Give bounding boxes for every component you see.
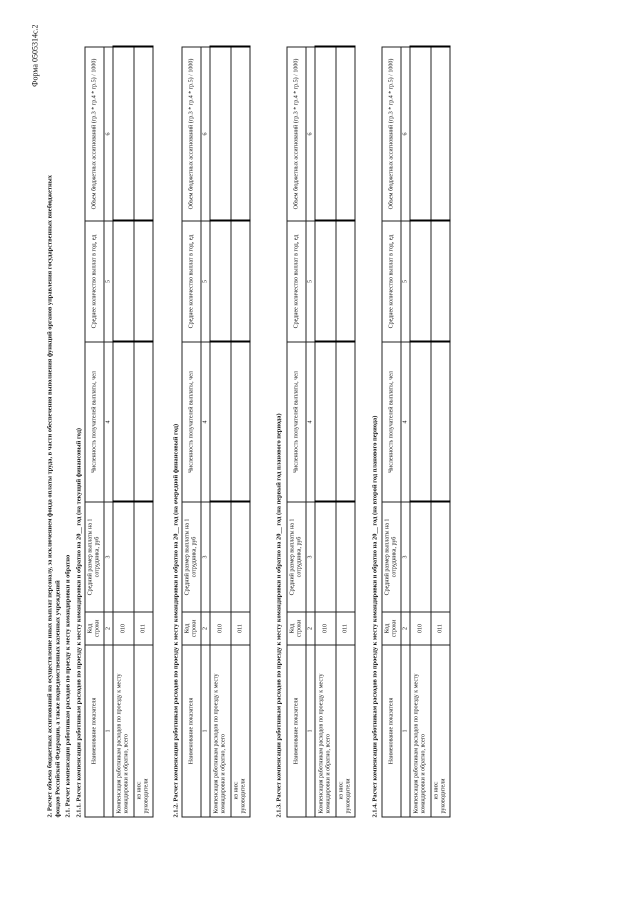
- row-code: 011: [134, 612, 153, 645]
- column-number-row: [401, 47, 410, 817]
- col-header-volume: Объем бюджетных ассигнований (гр.3 * гр.4 * гр.5) / 1000): [287, 47, 306, 221]
- table-header-row: [182, 47, 201, 817]
- col-number: 1: [201, 645, 210, 817]
- table-row: [134, 47, 153, 817]
- col-header-avg-amount: Средний размер выплаты на 1 сотрудника, руб: [85, 502, 104, 612]
- col-number: 6: [306, 47, 315, 221]
- table-row: [210, 47, 231, 817]
- col-number: 5: [201, 221, 210, 342]
- col-number: 6: [401, 47, 410, 221]
- col-header-name: Наименование показателя: [382, 645, 401, 817]
- row-code: 011: [231, 612, 250, 645]
- col-header-name: Наименование показателя: [287, 645, 306, 817]
- input-cell[interactable]: [231, 342, 250, 502]
- col-header-volume: Объем бюджетных ассигнований (гр.3 * гр.4 * гр.5) / 1000): [182, 47, 201, 221]
- col-number: 6: [104, 47, 113, 221]
- col-number: 5: [401, 221, 410, 342]
- col-header-volume: Объем бюджетных ассигнований (гр.3 * гр.4 * гр.5) / 1000): [85, 47, 104, 221]
- calc-table: [286, 46, 355, 818]
- input-cell[interactable]: [231, 221, 250, 342]
- table-header-row: [85, 47, 104, 817]
- row-name: Компенсация работникам расходов по проезду к месту командировки и обратно, всего: [113, 645, 134, 817]
- row-name: [336, 645, 355, 817]
- input-cell[interactable]: [431, 221, 450, 342]
- input-cell[interactable]: [113, 47, 134, 221]
- input-cell[interactable]: [315, 342, 336, 502]
- col-header-headcount: Численность получателей выплаты, чел: [382, 342, 401, 502]
- col-number: 3: [306, 502, 315, 612]
- input-cell[interactable]: [315, 47, 336, 221]
- row-code: 010: [410, 612, 431, 645]
- table-header-row: [287, 47, 306, 817]
- input-cell[interactable]: [336, 221, 355, 342]
- column-number-row: [104, 47, 113, 817]
- col-number: 4: [201, 342, 210, 502]
- col-number: 5: [306, 221, 315, 342]
- input-cell[interactable]: [431, 47, 450, 221]
- table-row: [231, 47, 250, 817]
- col-header-headcount: Численность получателей выплаты, чел: [182, 342, 201, 502]
- col-header-headcount: Численность получателей выплаты, чел: [287, 342, 306, 502]
- input-cell[interactable]: [210, 47, 231, 221]
- input-cell[interactable]: [231, 47, 250, 221]
- input-cell[interactable]: [336, 47, 355, 221]
- row-name: Компенсация работникам расходов по проезду к месту командировки и обратно, всего: [210, 645, 231, 817]
- calc-table: [84, 46, 153, 818]
- input-cell[interactable]: [210, 342, 231, 502]
- table-row: [431, 47, 450, 817]
- calc-table: [181, 46, 250, 818]
- table-header-row: [382, 47, 401, 817]
- col-number: 4: [306, 342, 315, 502]
- col-number: 3: [401, 502, 410, 612]
- row-subhead: из них:: [136, 780, 142, 799]
- input-cell[interactable]: [134, 342, 153, 502]
- col-header-name: Наименование показателя: [85, 645, 104, 817]
- col-header-name: Наименование показателя: [182, 645, 201, 817]
- col-header-code: Код строки: [287, 612, 306, 645]
- input-cell[interactable]: [410, 502, 431, 612]
- row-name: [231, 645, 250, 817]
- row-subhead: из них:: [338, 780, 344, 799]
- col-number: 4: [104, 342, 113, 502]
- form-code: Форма 0505314с.2: [30, 24, 39, 87]
- table-row: [113, 47, 134, 817]
- input-cell[interactable]: [210, 221, 231, 342]
- row-code: 011: [431, 612, 450, 645]
- col-header-code: Код строки: [182, 612, 201, 645]
- row-name: Компенсация работникам расходов по проезду к месту командировки и обратно, всего: [410, 645, 431, 817]
- input-cell[interactable]: [431, 342, 450, 502]
- input-cell[interactable]: [231, 502, 250, 612]
- col-header-avg-qty: Среднее количество выплат в год, ед: [287, 221, 306, 342]
- input-cell[interactable]: [315, 221, 336, 342]
- row-code: 010: [113, 612, 134, 645]
- input-cell[interactable]: [410, 221, 431, 342]
- input-cell[interactable]: [431, 502, 450, 612]
- col-header-headcount: Численность получателей выплаты, чел: [85, 342, 104, 502]
- col-number: 5: [104, 221, 113, 342]
- subsection-title: 2.1.1. Расчет компенсации работникам расходов по проезду к месту командировки и обратно на 20__ год (на текущий финансовый год): [75, 427, 82, 817]
- row-name-text: руководители: [240, 778, 246, 813]
- col-number: 2: [306, 612, 315, 645]
- table-row: [410, 47, 431, 817]
- input-cell[interactable]: [134, 221, 153, 342]
- col-header-avg-qty: Среднее количество выплат в год, ед: [85, 221, 104, 342]
- table-row: [336, 47, 355, 817]
- row-name-text: руководители: [440, 778, 446, 813]
- section-heading-line3: 2.1. Расчет компенсации работникам расходов по проезду к месту командировки и обратно: [64, 554, 71, 817]
- input-cell[interactable]: [315, 502, 336, 612]
- col-number: 6: [201, 47, 210, 221]
- col-header-volume: Объем бюджетных ассигнований (гр.3 * гр.4 * гр.5) / 1000): [382, 47, 401, 221]
- col-header-code: Код строки: [85, 612, 104, 645]
- input-cell[interactable]: [113, 342, 134, 502]
- col-number: 4: [401, 342, 410, 502]
- col-header-code: Код строки: [382, 612, 401, 645]
- col-header-avg-qty: Среднее количество выплат в год, ед: [182, 221, 201, 342]
- section-heading-line2: фондов Российской Федерации, а также подведомственных казенных учреждений: [54, 579, 61, 817]
- input-cell[interactable]: [113, 502, 134, 612]
- section-heading-line1: 2. Расчет объема бюджетных ассигнований на осуществление иных выплат персоналу, за исключением фонда оплаты труда, в части обеспечения выполнения функций органов управления государственных внебюджетных: [46, 174, 53, 817]
- input-cell[interactable]: [336, 342, 355, 502]
- col-number: 2: [201, 612, 210, 645]
- input-cell[interactable]: [336, 502, 355, 612]
- col-header-avg-qty: Среднее количество выплат в год, ед: [382, 221, 401, 342]
- subsection-title: 2.1.3. Расчет компенсации работникам расходов по проезду к месту командировки и обратно на 20__ год (на первый год планового периода): [275, 412, 282, 817]
- row-code: 010: [315, 612, 336, 645]
- row-name: [134, 645, 153, 817]
- row-name-text: руководители: [345, 778, 351, 813]
- calc-table: [381, 46, 450, 818]
- input-cell[interactable]: [113, 221, 134, 342]
- row-name: Компенсация работникам расходов по проезду к месту командировки и обратно, всего: [315, 645, 336, 817]
- col-header-avg-amount: Средний размер выплаты на 1 сотрудника, руб: [382, 502, 401, 612]
- row-code: 010: [210, 612, 231, 645]
- row-code: 011: [336, 612, 355, 645]
- col-number: 1: [306, 645, 315, 817]
- row-name: [431, 645, 450, 817]
- row-name-text: руководители: [143, 778, 149, 813]
- column-number-row: [306, 47, 315, 817]
- row-subhead: из них:: [433, 780, 439, 799]
- col-number: 3: [201, 502, 210, 612]
- subsection-title: 2.1.2. Расчет компенсации работникам расходов по проезду к месту командировки и обратно на 20__ год (на очередной финансовый год): [172, 423, 179, 817]
- input-cell[interactable]: [134, 502, 153, 612]
- column-number-row: [201, 47, 210, 817]
- input-cell[interactable]: [410, 47, 431, 221]
- col-number: 3: [104, 502, 113, 612]
- input-cell[interactable]: [410, 342, 431, 502]
- col-header-avg-amount: Средний размер выплаты на 1 сотрудника, руб: [182, 502, 201, 612]
- col-number: 2: [104, 612, 113, 645]
- row-subhead: из них:: [233, 780, 239, 799]
- col-header-avg-amount: Средний размер выплаты на 1 сотрудника, руб: [287, 502, 306, 612]
- col-number: 1: [104, 645, 113, 817]
- col-number: 2: [401, 612, 410, 645]
- input-cell[interactable]: [134, 47, 153, 221]
- subsection-title: 2.1.4. Расчет компенсации работникам расходов по проезду к месту командировки и обратно на 20__ год (на второй год планового периода): [371, 415, 378, 817]
- table-row: [315, 47, 336, 817]
- input-cell[interactable]: [210, 502, 231, 612]
- col-number: 1: [401, 645, 410, 817]
